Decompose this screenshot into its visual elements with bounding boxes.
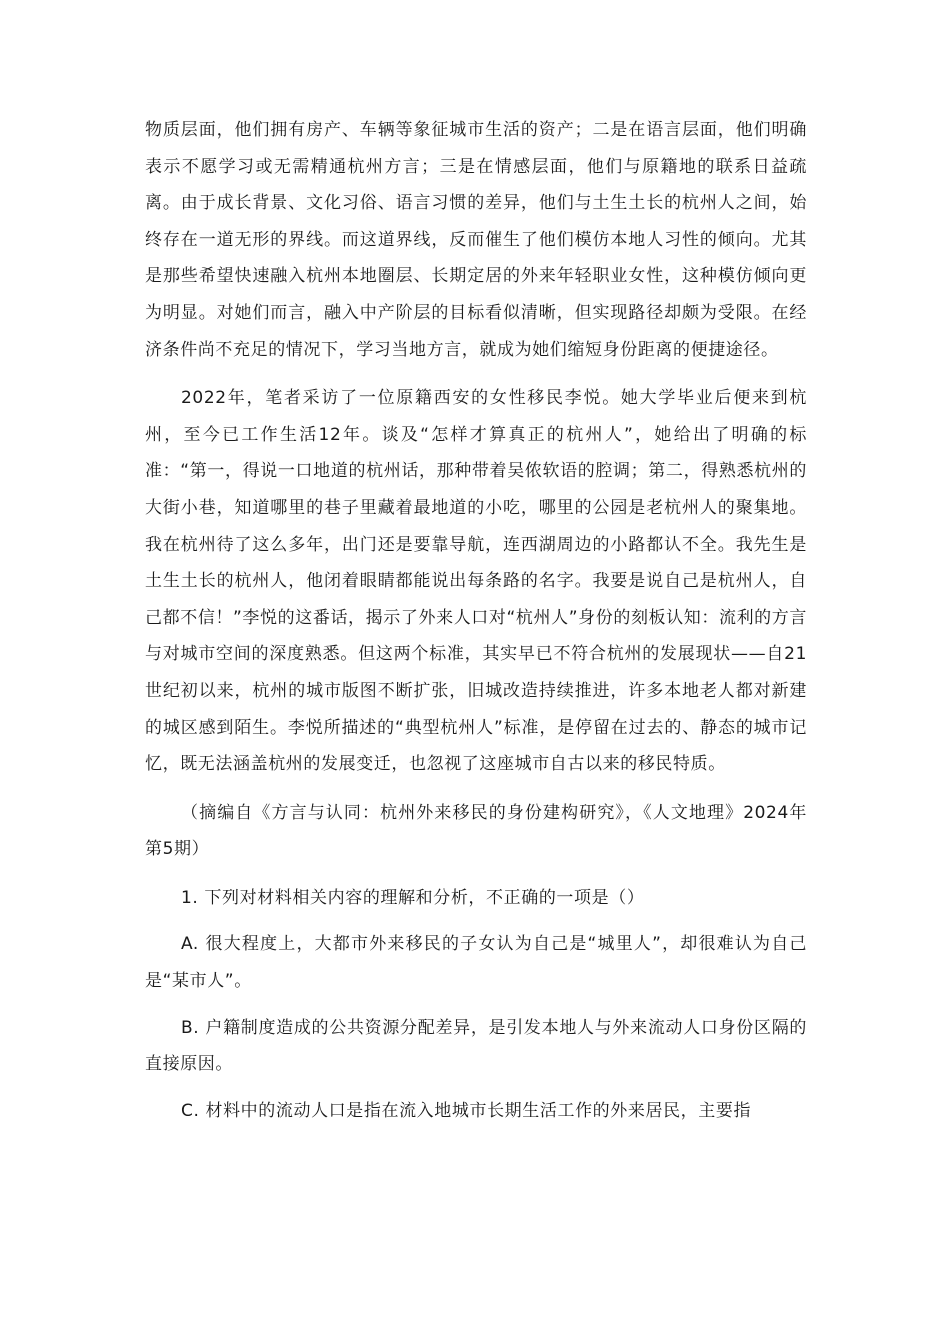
question-1-option-a: A. 很大程度上，大都市外来移民的子女认为自己是“城里人”，却很难认为自己是“某市人”。 (145, 934, 807, 992)
document-page (145, 112, 807, 1129)
body-paragraph-2: 2022年，笔者采访了一位原籍西安的女性移民李悦。她大学毕业后便来到杭州，至今已工作生活12年。谈及“怎样才算真正的杭州人”，她给出了明确的标准：“第一，得说一口地道的杭州话，那种带着吴侬软语的腔调；第二，得熟悉杭州的大街小巷，知道哪里的巷子里藏着最地道的小吃，哪里的公园是老杭州人的聚集地。我在杭州待了这么多年，出门还是要靠导航，连西湖周边的小路都认不全。我先生是土生土长的杭州人，他闭着眼睛都能说出每条路的名字。我要是说自己是杭州人，自己都不信！”李悦的这番话，揭示了外来人口对“杭州人”身份的刻板认知：流利的方言与对城市空间的深度熟悉。但这两个标准，其实早已不符合杭州的发展现状——自21世纪初以来，杭州的城市版图不断扩张，旧城改造持续推进，许多本地老人都对新建的城区感到陌生。李悦所描述的“典型杭州人”标准，是停留在过去的、静态的城市记忆，既无法涵盖杭州的发展变迁，也忽视了这座城市自古以来的移民特质。 (145, 388, 807, 775)
question-1-stem: 1. 下列对材料相关内容的理解和分析，不正确的一项是（） (181, 887, 645, 908)
question-1-option-c: C. 材料中的流动人口是指在流入地城市长期生活工作的外来居民，主要指 (181, 1100, 752, 1121)
body-paragraph-1: 物质层面，他们拥有房产、车辆等象征城市生活的资产；二是在语言层面，他们明确表示不愿学习或无需精通杭州方言；三是在情感层面，他们与原籍地的联系日益疏离。由于成长背景、文化习俗、语言习惯的差异，他们与土生土长的杭州人之间，始终存在一道无形的界线。而这道界线，反而催生了他们模仿本地人习性的倾向。尤其是那些希望快速融入杭州本地圈层、长期定居的外来年轻职业女性，这种模仿倾向更为明显。对她们而言，融入中产阶层的目标看似清晰，但实现路径却颇为受限。在经济条件尚不充足的情况下，学习当地方言，就成为她们缩短身份距离的便捷途径。 (145, 120, 807, 360)
question-1-option-b: B. 户籍制度造成的公共资源分配差异，是引发本地人与外来流动人口身份区隔的直接原因。 (145, 1017, 807, 1075)
source-note: （摘编自《方言与认同：杭州外来移民的身份建构研究》，《人文地理》2024年第5期） (145, 802, 807, 860)
